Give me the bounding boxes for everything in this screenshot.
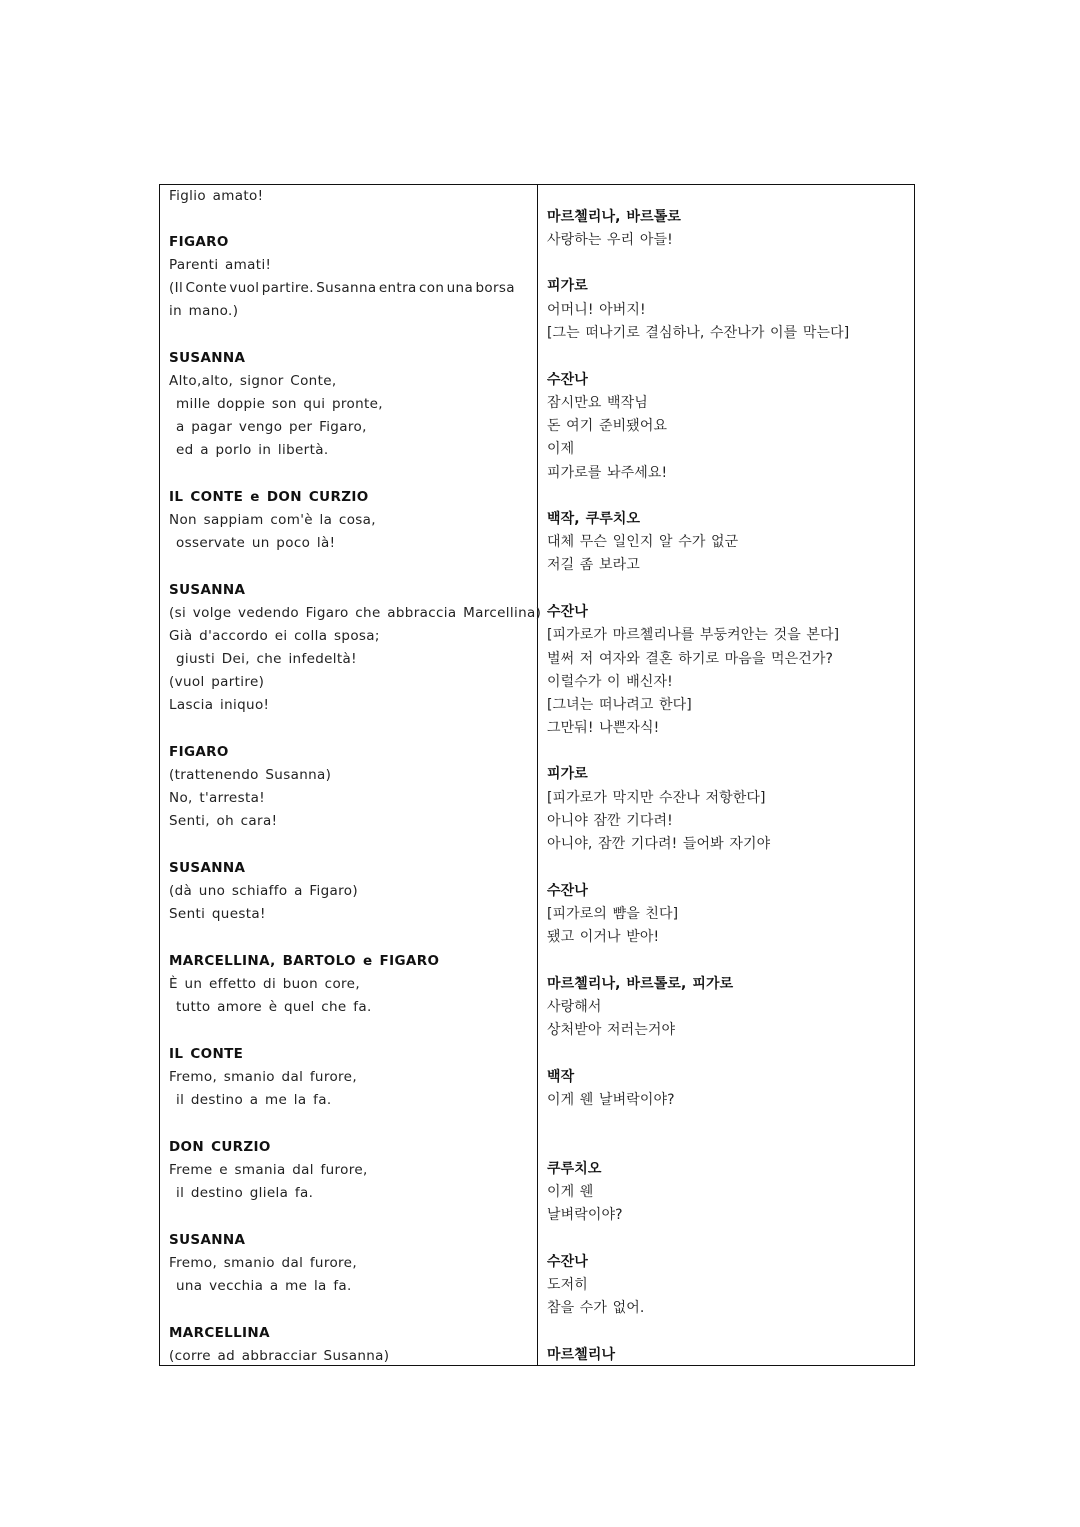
lyric-line: Lascia iniquo!	[169, 697, 270, 713]
lyric-line: 어머니! 아버지!	[547, 302, 646, 318]
lyric-line	[169, 280, 515, 296]
lyric-line: 이럴수가 이 배신자!	[547, 674, 673, 690]
speaker-name: 백작, 쿠루치오	[547, 511, 641, 527]
speaker-name: SUSANNA	[169, 860, 246, 876]
speaker-name: MARCELLINA, BARTOLO e FIGARO	[169, 953, 440, 969]
column-divider	[537, 185, 538, 1365]
speaker-name: 수잔나	[547, 1254, 588, 1270]
speaker-name: 백작	[547, 1069, 575, 1085]
lyric-line: 도저히	[547, 1277, 588, 1293]
lyric-line: 아니야, 잠깐 기다려! 들어봐 자기야	[547, 836, 771, 852]
lyric-line: 벌써 저 여자와 결혼 하기로 마음을 먹은건가?	[547, 651, 834, 667]
lyric-line: No, t'arresta!	[169, 790, 266, 806]
lyric-word: con	[418, 280, 445, 296]
lyric-line: a pagar vengo per Figaro,	[176, 419, 367, 435]
lyric-line: il destino a me la fa.	[176, 1092, 332, 1108]
lyric-line: giusti Dei, che infedeltà!	[176, 651, 357, 667]
lyric-line: Figlio amato!	[169, 188, 264, 204]
lyric-line: il destino gliela fa.	[176, 1185, 314, 1201]
lyric-word: partire.	[261, 280, 314, 296]
lyric-word: Susanna	[316, 280, 377, 296]
lyric-line: [그녀는 떠나려고 한다]	[547, 697, 692, 713]
lyric-line: ed a porlo in libertà.	[176, 442, 329, 458]
lyric-line: (dà uno schiaffo a Figaro)	[169, 883, 358, 899]
speaker-name: FIGARO	[169, 744, 229, 760]
lyric-line: (corre ad abbracciar Susanna)	[169, 1348, 390, 1364]
lyric-line: 이게 웬 날벼락이야?	[547, 1092, 675, 1108]
lyric-line: 사랑하는 우리 아들!	[547, 232, 673, 248]
lyric-line: (si volge vedendo Figaro che abbraccia Marcellina)	[169, 605, 542, 621]
lyric-line: 이제	[547, 441, 575, 457]
lyric-line: osservate un poco là!	[176, 535, 336, 551]
lyric-line: tutto amore è quel che fa.	[176, 999, 372, 1015]
speaker-name: IL CONTE	[169, 1046, 244, 1062]
lyric-word: entra	[378, 280, 417, 296]
lyric-line: Senti questa!	[169, 906, 266, 922]
speaker-name: 마르첼리나	[547, 1347, 616, 1363]
lyric-line: (trattenendo Susanna)	[169, 767, 332, 783]
lyric-line: [피가로가 마르첼리나를 부둥켜안는 것을 본다]	[547, 627, 840, 643]
speaker-name: MARCELLINA	[169, 1325, 270, 1341]
lyric-line: Fremo, smanio dal furore,	[169, 1069, 357, 1085]
lyric-line: 돈 여기 준비됐어요	[547, 418, 668, 434]
speaker-name: FIGARO	[169, 234, 229, 250]
lyric-line: Già d'accordo ei colla sposa;	[169, 628, 380, 644]
lyric-line: in mano.)	[169, 303, 239, 319]
lyric-line: 피가로를 놔주세요!	[547, 465, 668, 481]
lyric-word: una	[446, 280, 474, 296]
lyric-line: Fremo, smanio dal furore,	[169, 1255, 357, 1271]
lyric-line: Freme e smania dal furore,	[169, 1162, 368, 1178]
lyric-line: [피가로가 막지만 수잔나 저항한다]	[547, 790, 766, 806]
speaker-name: SUSANNA	[169, 1232, 246, 1248]
speaker-name: IL CONTE e DON CURZIO	[169, 489, 369, 505]
speaker-name: 수잔나	[547, 883, 588, 899]
lyric-line: 날벼락이야?	[547, 1207, 623, 1223]
speaker-name: 피가로	[547, 766, 588, 782]
lyric-line: Non sappiam com'è la cosa,	[169, 512, 376, 528]
speaker-name: 마르첼리나, 바르톨로, 피가로	[547, 976, 734, 992]
lyric-line: 이게 웬	[547, 1184, 594, 1200]
speaker-name: DON CURZIO	[169, 1139, 271, 1155]
lyric-line: È un effetto di buon core,	[169, 976, 360, 992]
lyric-line: [피가로의 뺨을 친다]	[547, 906, 679, 922]
lyric-line: 참을 수가 없어.	[547, 1300, 645, 1316]
speaker-name: 수잔나	[547, 604, 588, 620]
lyric-line: 저길 좀 보라고	[547, 557, 640, 573]
lyric-line: 됐고 이거나 받아!	[547, 929, 660, 945]
speaker-name: 쿠루치오	[547, 1161, 602, 1177]
lyric-line: Senti, oh cara!	[169, 813, 278, 829]
speaker-name: SUSANNA	[169, 582, 246, 598]
speaker-name: 수잔나	[547, 372, 588, 388]
lyric-line: 상처받아 저러는거야	[547, 1022, 676, 1038]
speaker-name: 피가로	[547, 278, 588, 294]
libretto-table	[159, 184, 915, 1366]
lyric-line: 대체 무슨 일인지 알 수가 없군	[547, 534, 739, 550]
lyric-line: Parenti amati!	[169, 257, 272, 273]
lyric-word: vuol	[229, 280, 260, 296]
speaker-name: 마르첼리나, 바르톨로	[547, 209, 682, 225]
lyric-line: mille doppie son qui pronte,	[176, 396, 383, 412]
lyric-line: Alto,alto, signor Conte,	[169, 373, 337, 389]
lyric-line: (vuol partire)	[169, 674, 265, 690]
lyric-word: Conte	[185, 280, 228, 296]
speaker-name: SUSANNA	[169, 350, 246, 366]
lyric-line: 잠시만요 백작님	[547, 395, 648, 411]
lyric-line: 아니야 잠깐 기다려!	[547, 813, 673, 829]
lyric-line: 사랑해서	[547, 999, 602, 1015]
lyric-line: 그만둬! 나쁜자식!	[547, 720, 660, 736]
lyric-line: [그는 떠나기로 결심하나, 수잔나가 이를 막는다]	[547, 325, 850, 341]
lyric-line: una vecchia a me la fa.	[176, 1278, 352, 1294]
lyric-word: (Il	[169, 280, 184, 296]
lyric-word: borsa	[475, 280, 515, 296]
